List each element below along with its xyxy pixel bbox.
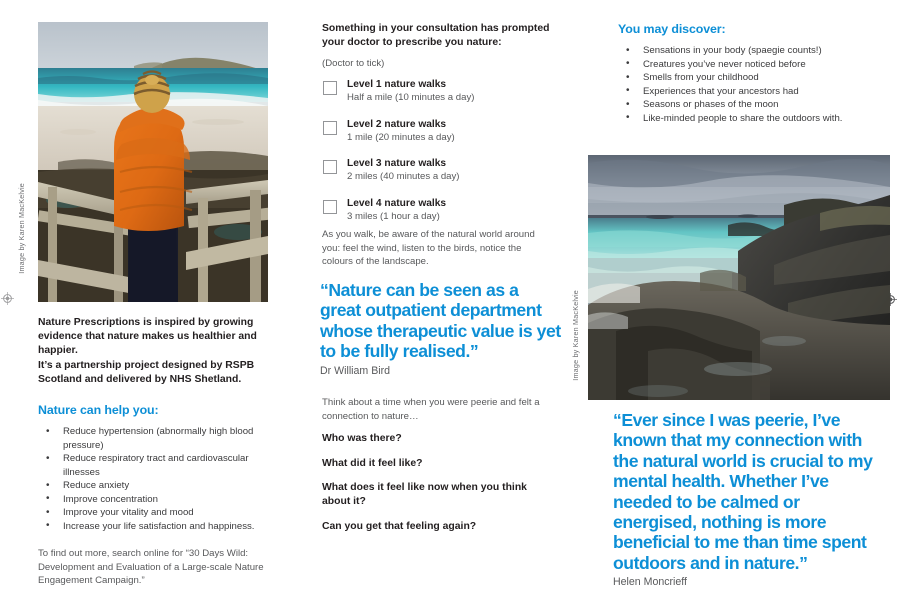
prescription-heading: Something in your consultation has prompted your doctor to prescribe you nature: — [322, 23, 550, 49]
checkbox-level-2[interactable] — [323, 121, 337, 135]
level-detail: 3 miles (1 hour a day) — [347, 210, 440, 222]
list-item: • Reduce respiratory tract and cardiovascular illnesses — [38, 452, 278, 479]
checkbox-level-4[interactable] — [323, 200, 337, 214]
question: Can you get that feeling again? — [322, 520, 477, 532]
level-option-2[interactable] — [322, 118, 572, 144]
bird-quote-text: “Nature can be seen as a great outpatient department whose therapeutic value is yet to be fully realised.” — [320, 280, 561, 362]
beach-photo-credit: Image by Karen MacKelvie — [17, 183, 26, 274]
benefits-list — [38, 425, 278, 533]
bird-quote-attribution: Dr William Bird — [320, 364, 391, 377]
nature-can-help-heading: Nature can help you: — [38, 403, 159, 417]
checkbox-level-3[interactable] — [323, 160, 337, 174]
level-title: Level 4 nature walks — [347, 197, 447, 209]
think-about-note: Think about a time when you were peerie and felt a connection to nature… — [322, 397, 540, 422]
level-detail: Half a mile (10 minutes a day) — [347, 92, 475, 103]
level-option-4[interactable] — [322, 197, 572, 223]
reflection-questions — [322, 432, 547, 544]
list-item: • Experiences that your ancestors had — [618, 85, 880, 99]
moncrieff-quote-text: “Ever since I was peerie, I’ve known that my connection with the natural world is crucial to my mental health. Whether I’ve needed to be calmed or energised, nothing is more beneficial to me than time spent outdoors and in nature.” — [613, 410, 873, 573]
moncrieff-quote-block — [613, 410, 885, 589]
discoveries-list — [618, 44, 880, 125]
list-item: • Reduce hypertension (abnormally high blood pressure) — [38, 425, 278, 452]
nature-walk-levels — [322, 78, 572, 236]
level-option-3[interactable] — [322, 157, 572, 183]
question: Who was there? — [322, 433, 402, 444]
list-item: • Increase your life satisfaction and happiness. — [38, 520, 278, 534]
level-detail: 2 miles (40 minutes a day) — [347, 171, 460, 182]
registration-mark-left-icon — [1, 292, 14, 305]
list-item: • Improve your vitality and mood — [38, 506, 278, 520]
intro-paragraph-1: Nature Prescriptions is inspired by growing evidence that nature makes us healthier and happier. — [38, 317, 257, 357]
checkbox-level-1[interactable] — [323, 81, 337, 95]
level-title: Level 3 nature walks — [347, 158, 447, 169]
rocks-photo-credit: Image by Karen MacKelvie — [571, 290, 580, 381]
moncrieff-quote-attribution: Helen Moncrieff — [613, 576, 687, 589]
list-item: • Improve concentration — [38, 493, 278, 507]
list-item: • Reduce anxiety — [38, 479, 278, 493]
list-item: • Creatures you’ve never noticed before — [618, 58, 880, 72]
level-title: Level 1 nature walks — [347, 79, 447, 90]
find-out-more-note: To find out more, search online for “30 Days Wild: Development and Evaluation of a Large-scale Nature Engagement Campaign.” — [38, 548, 264, 587]
list-item: • Smells from your childhood — [618, 71, 880, 85]
doctor-to-tick-label: (Doctor to tick) — [322, 58, 385, 69]
rocky-shore-photo — [588, 155, 890, 400]
question: What did it feel like? — [322, 457, 423, 469]
level-detail: 1 mile (20 minutes a day) — [347, 131, 455, 143]
beach-photo — [38, 22, 268, 302]
bird-quote-block — [320, 280, 562, 378]
as-you-walk-note: As you walk, be aware of the natural world around you: feel the wind, listen to the birds, notice the colours of the landscape. — [322, 229, 535, 268]
intro-paragraph-2: It’s a partnership project designed by RSPB Scotland and delivered by NHS Shetland. — [38, 360, 255, 386]
question: What does it feel like now when you think about it? — [322, 482, 527, 507]
list-item: • Like-minded people to share the outdoors with. — [618, 112, 880, 126]
list-item: • Seasons or phases of the moon — [618, 98, 880, 112]
level-option-1[interactable] — [322, 78, 572, 104]
level-title: Level 2 nature walks — [347, 118, 447, 130]
list-item: • Sensations in your body (spaegie counts!) — [618, 44, 880, 58]
you-may-discover-heading: You may discover: — [618, 22, 726, 36]
